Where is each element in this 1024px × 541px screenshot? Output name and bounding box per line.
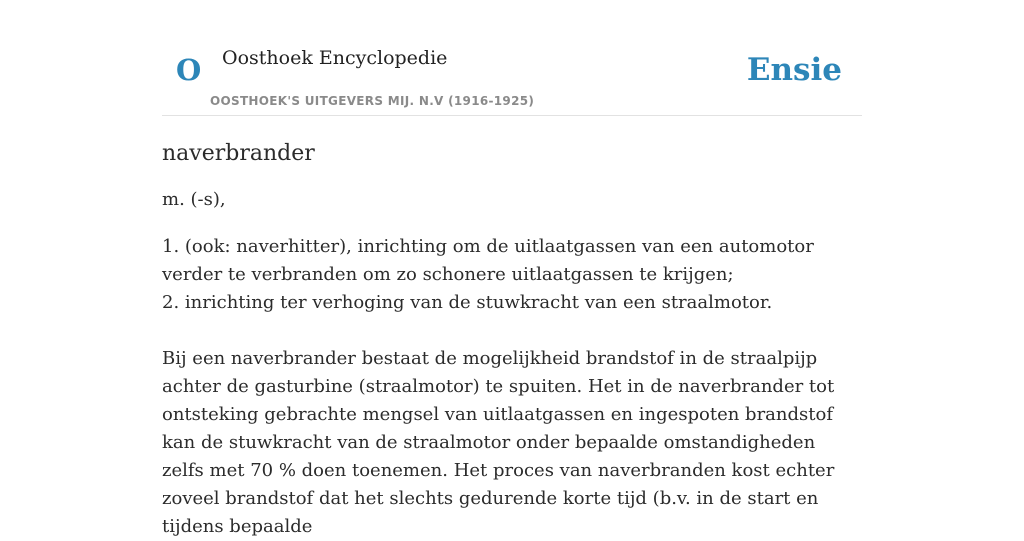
definition-item: 1. (ook: naverhitter), inrichting om de uitlaatgassen van een automotor verder te verbranden om zo schonere uitlaatgassen te krijgen; <box>162 236 814 285</box>
ensie-brand-link[interactable]: Ensie <box>746 52 842 88</box>
definition-list <box>162 233 862 317</box>
site-header <box>162 0 862 116</box>
article-content <box>162 136 862 541</box>
grammar-info: m. (-s), <box>162 189 226 210</box>
article-body: Bij een naverbrander bestaat de mogelijkheid brandstof in de straalpijp achter de gasturbine (straalmotor) te spuiten. Het in de naverbrander tot ontsteking gebrachte mengsel van uitlaatgassen en ingespoten brandstof kan de stuwkracht van de straalmotor onder bepaalde omstandigheden zelfs met 70 % doen toenemen. Het proces van naverbranden kost echter zoveel brandstof dat het slechts gedurende korte tijd (b.v. in de start en tijdens bepaalde <box>162 348 835 537</box>
logo-icon[interactable]: O <box>176 53 202 87</box>
article-headword: naverbrander <box>162 141 315 166</box>
publisher-label: OOSTHOEK'S UITGEVERS MIJ. N.V (1916-1925) <box>210 94 535 108</box>
site-title-link[interactable]: Oosthoek Encyclopedie <box>222 47 448 69</box>
definition-item: 2. inrichting ter verhoging van de stuwkracht van een straalmotor. <box>162 292 773 313</box>
